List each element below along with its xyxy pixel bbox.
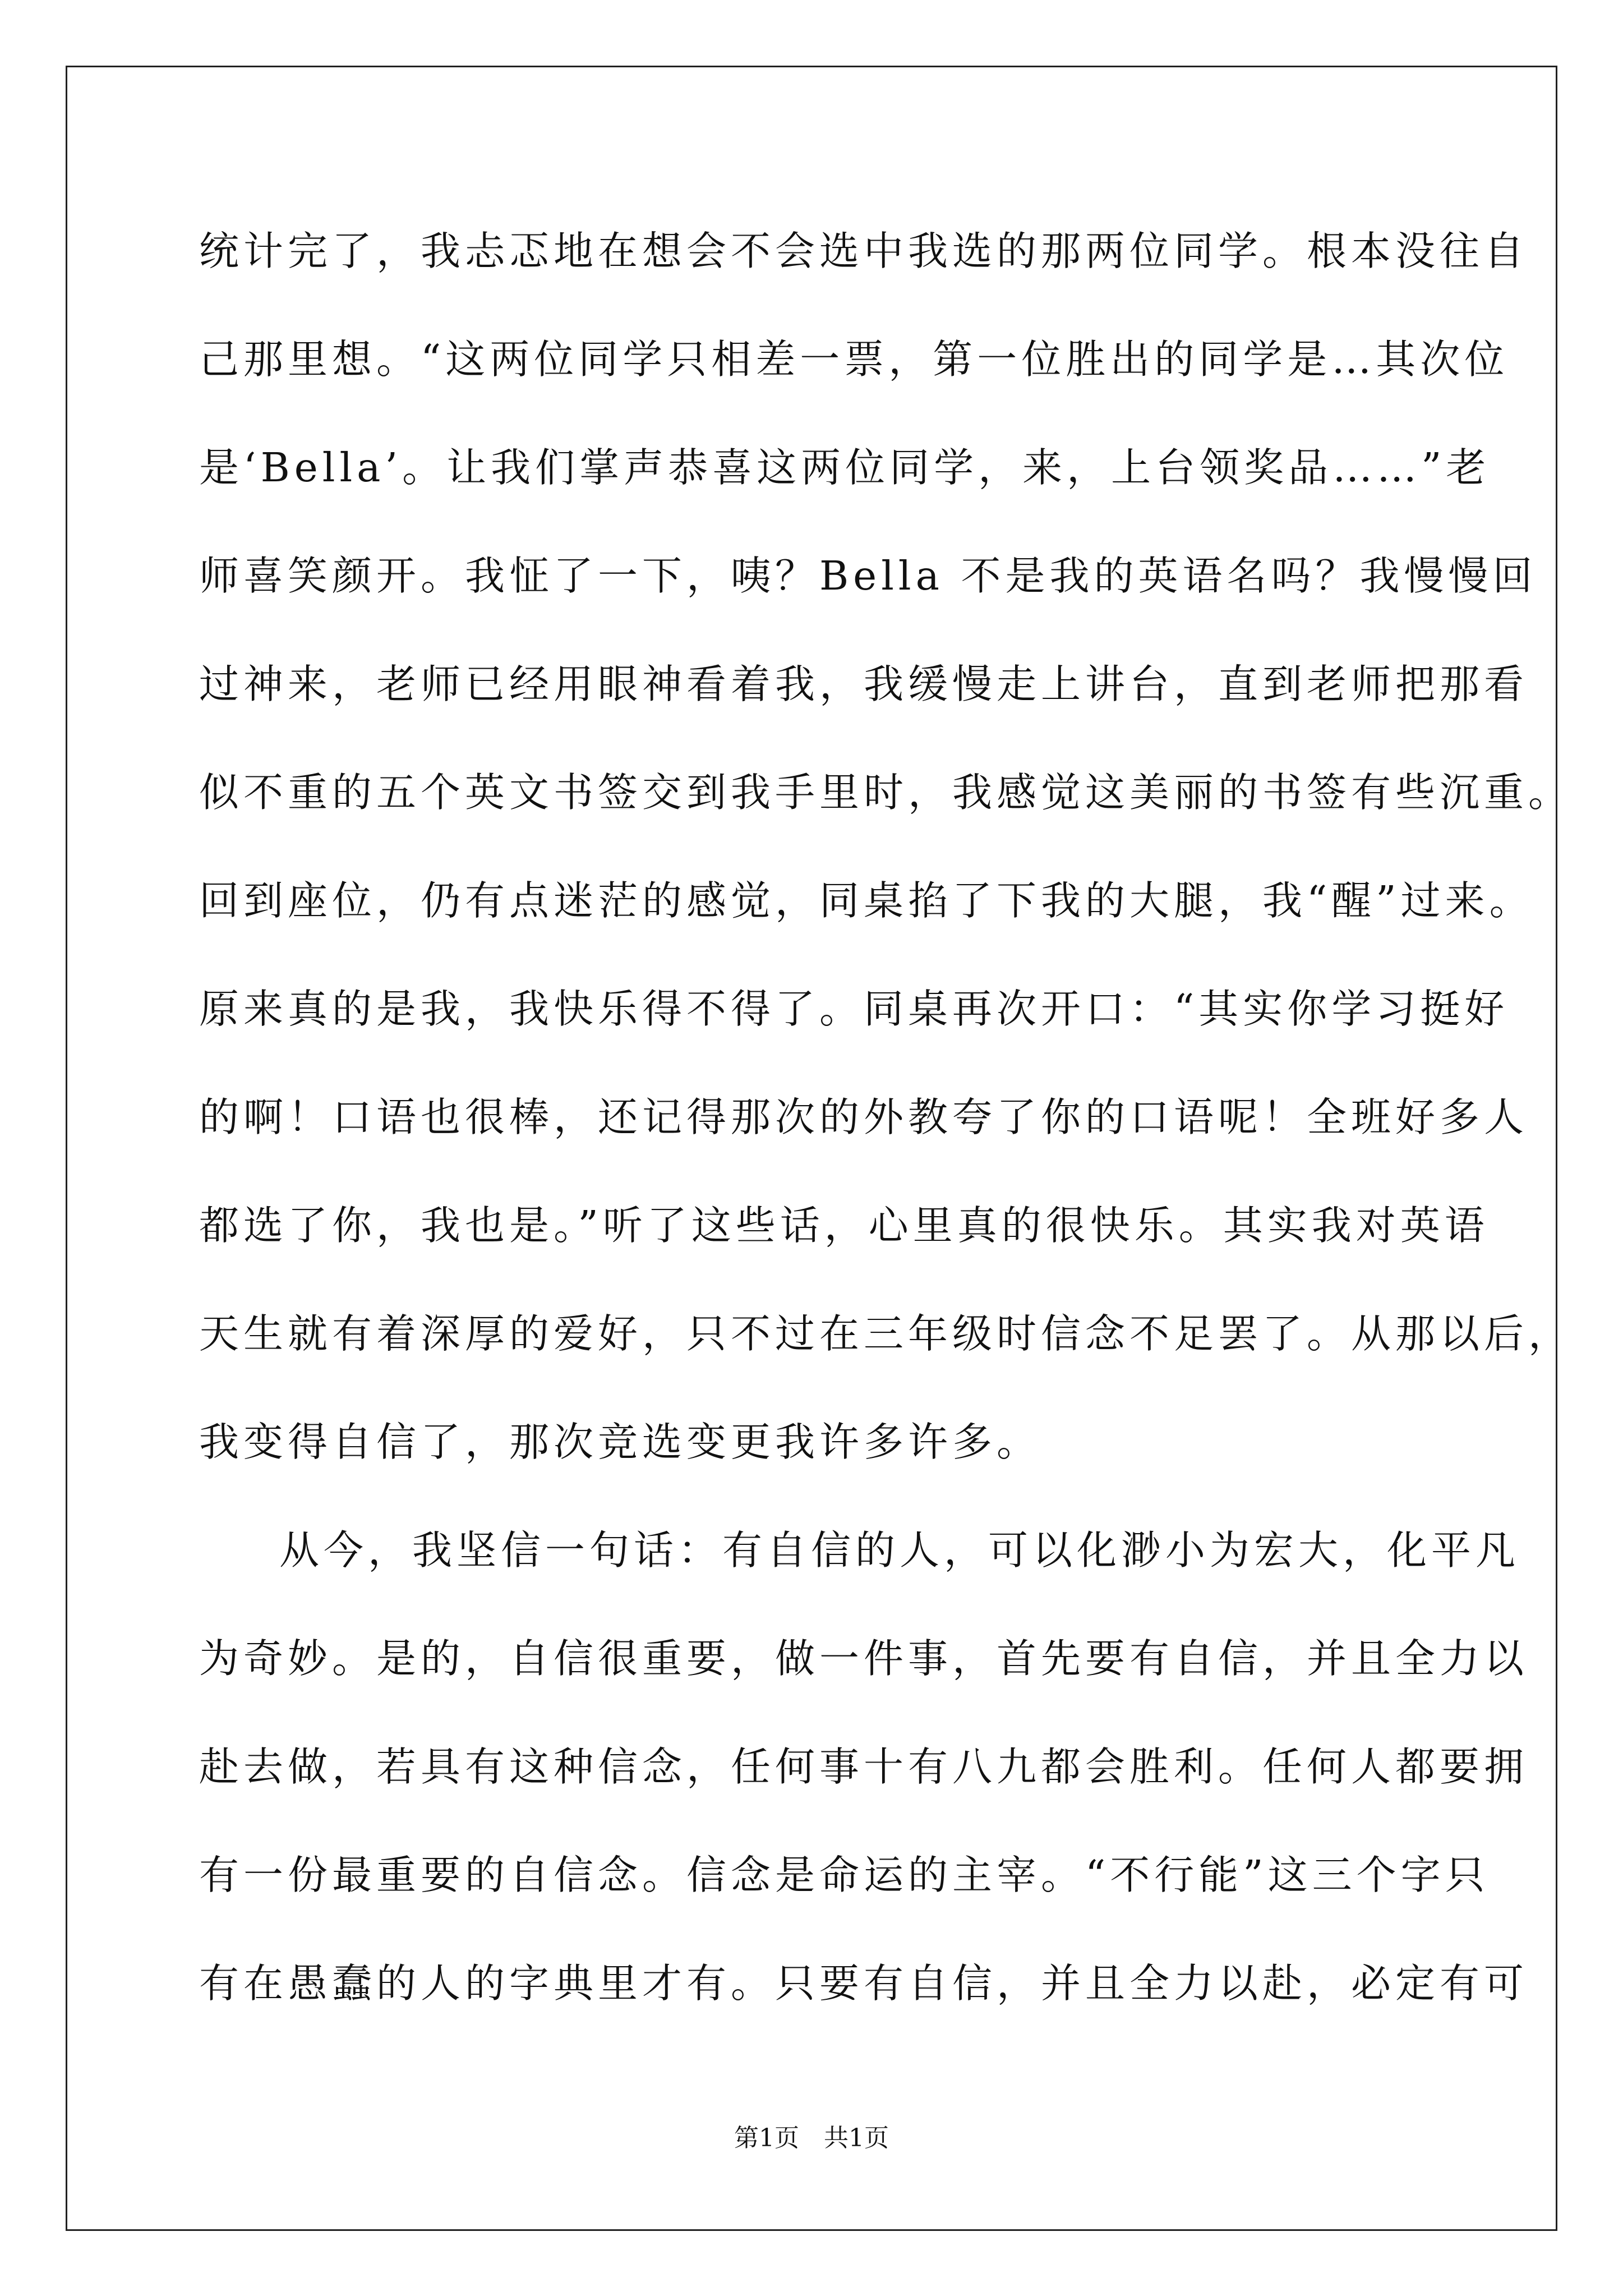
text-line: 统计完了，我忐忑地在想会不会选中我选的那两位同学。根本没往自 — [199, 228, 1529, 274]
text-line: 赴去做，若具有这种信念，任何事十有八九都会胜利。任何人都要拥 — [199, 1743, 1529, 1790]
page-border — [66, 66, 1557, 2231]
text-line: 有一份最重要的自信念。信念是命运的主宰。“不行能”这三个字只 — [199, 1852, 1490, 1898]
text-line: 过神来，老师已经用眼神看着我，我缓慢走上讲台，直到老师把那看 — [199, 661, 1529, 707]
text-line: 原来真的是我，我快乐得不得了。同桌再次开口：“其实你学习挺好 — [199, 986, 1509, 1032]
paragraph-first-line: 从今，我坚信一句话：有自信的人，可以化渺小为宏大，化平凡 — [279, 1527, 1520, 1573]
text-line: 为奇妙。是的，自信很重要，做一件事，首先要有自信，并且全力以 — [199, 1635, 1529, 1682]
page-footer: 第1页 共1页 — [734, 2124, 889, 2152]
text-line: 我变得自信了，那次竞选变更我许多许多。 — [199, 1419, 1041, 1465]
text-line: 都选了你，我也是。”听了这些话，心里真的很快乐。其实我对英语 — [199, 1202, 1489, 1249]
text-line: 似不重的五个英文书签交到我手里时，我感觉这美丽的书签有些沉重。 — [199, 769, 1573, 816]
text-line: 天生就有着深厚的爱好，只不过在三年级时信念不足罢了。从那以后， — [199, 1310, 1573, 1357]
text-line: 师喜笑颜开。我怔了一下，咦？Bella 不是我的英语名吗？我慢慢回 — [199, 553, 1537, 599]
text-line: 有在愚蠢的人的字典里才有。只要有自信，并且全力以赴，必定有可 — [199, 1960, 1529, 2007]
text-line: 是‘Bella’。让我们掌声恭喜这两位同学，来，上台领奖品……”老 — [199, 444, 1491, 491]
text-line: 己那里想。“这两位同学只相差一票，第一位胜出的同学是…其次位 — [199, 336, 1509, 383]
text-line: 回到座位，仍有点迷茫的感觉，同桌掐了下我的大腿，我“醒”过来。 — [199, 877, 1534, 924]
text-line: 的啊！口语也很棒，还记得那次的外教夸了你的口语呢！全班好多人 — [199, 1094, 1529, 1140]
